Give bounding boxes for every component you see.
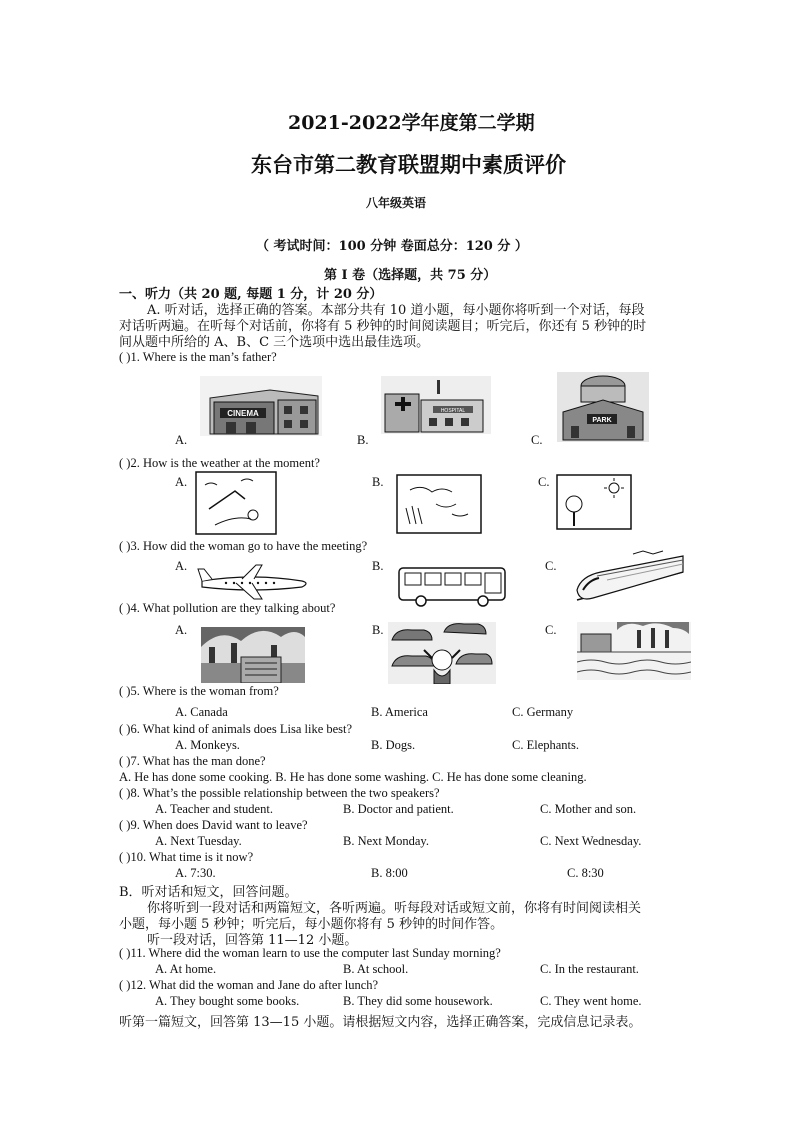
part-b-heading: B．听对话和短文，回答问题。 [119, 885, 298, 900]
q2-label-c: C. [538, 475, 550, 489]
q4-label-c: C. [545, 623, 557, 637]
subject-title: 八年级英语 [366, 196, 427, 210]
section-heading: 一、听力（共 20 题, 每题 1 分，计 20 分） [119, 287, 383, 302]
q5-option-b: B. America [371, 705, 428, 719]
q2-label-b: B. [372, 475, 384, 489]
question-10: ( )10. What time is it now? [119, 850, 254, 864]
question-12: ( )12. What did the woman and Jane do after lunch? [119, 978, 379, 992]
q7-options: A. He has done some cooking. B. He has done some washing. C. He has done some cleaning. [119, 770, 587, 784]
part-a-instructions-3: 间从题中所给的 A、B、C 三个选项中选出最佳选项。 [119, 335, 430, 350]
exam-info: （ 考试时间：100 分钟 卷面总分：120 分 ） [256, 239, 528, 254]
q6-option-a: A. Monkeys. [175, 738, 240, 752]
q12-option-a: A. They bought some books. [155, 994, 300, 1008]
q11-option-b: B. At school. [343, 962, 409, 976]
q1-label-b: B. [357, 433, 369, 447]
question-8: ( )8. What’s the possible relationship between the two speakers? [119, 786, 440, 800]
part-b-instructions-1: 你将听到一段对话和两篇短文，各听两遍。听每段对话或短文前，你将有时间阅读相关 [147, 901, 642, 916]
q10-option-b: B. 8:00 [371, 866, 408, 880]
part-a-instructions-1: A. 听对话，选择正确的答案。本部分共有 10 道小题，每小题你将听到一个对话，每段 [147, 303, 645, 318]
q4-label-a: A. [175, 623, 188, 637]
q10-option-a: A. 7:30. [175, 866, 216, 880]
q3-option-b-bus-image [397, 564, 509, 608]
q4-option-a-air-pollution-image [201, 627, 305, 683]
q5-option-a: A. Canada [175, 705, 228, 719]
q9-option-b: B. Next Monday. [343, 834, 429, 848]
hospital-sign: HOSPITAL [440, 408, 466, 414]
question-4: ( )4. What pollution are they talking about? [119, 601, 336, 615]
q11-option-c: C. In the restaurant. [540, 962, 639, 976]
q1-option-b-hospital-image [381, 376, 491, 434]
q4-option-c-water-pollution-image [577, 622, 691, 680]
q1-option-c-park-image [557, 372, 649, 442]
q9-option-c: C. Next Wednesday. [540, 834, 642, 848]
q12-option-b: B. They did some housework. [343, 994, 493, 1008]
q5-option-c: C. Germany [512, 705, 574, 719]
dialog-instruction: 听一段对话，回答第 11—12 小题。 [147, 933, 358, 948]
q2-option-b-rainy-image [396, 474, 482, 534]
q8-option-b: B. Doctor and patient. [343, 802, 454, 816]
q4-label-b: B. [372, 623, 384, 637]
question-6: ( )6. What kind of animals does Lisa like best? [119, 722, 353, 736]
passage-instruction: 听第一篇短文，回答第 13—15 小题。请根据短文内容，选择正确答案，完成信息记录表。 [119, 1015, 642, 1030]
question-7: ( )7. What has the man done? [119, 754, 266, 768]
park-sign: PARK [592, 417, 612, 424]
q3-option-c-train-image [573, 550, 687, 608]
title-year: 2021-2022学年度第二学期 [288, 112, 535, 134]
q8-option-c: C. Mother and son. [540, 802, 637, 816]
title-exam: 东台市第二教育联盟期中素质评价 [251, 152, 566, 177]
q10-option-c: C. 8:30 [567, 866, 604, 880]
q3-label-c: C. [545, 559, 557, 573]
question-11: ( )11. Where did the woman learn to use the computer last Sunday morning? [119, 946, 501, 960]
part-b-instructions-2: 小题，每小题 5 秒钟；听完后，每小题你将有 5 秒钟的时间作答。 [119, 917, 504, 932]
q2-label-a: A. [175, 475, 188, 489]
q1-label-a: A. [175, 433, 188, 447]
question-2: ( )2. How is the weather at the moment? [119, 456, 320, 470]
q3-label-a: A. [175, 559, 188, 573]
q11-option-a: A. At home. [155, 962, 217, 976]
part-a-instructions-2: 对话听两遍。在听每个对话前，你将有 5 秒钟的时间阅读题目；听完后，你还有 5 秒钟的时 [119, 319, 647, 334]
q8-option-a: A. Teacher and student. [155, 802, 273, 816]
q1-label-c: C. [531, 433, 543, 447]
q12-option-c: C. They went home. [540, 994, 642, 1008]
q3-label-b: B. [372, 559, 384, 573]
question-9: ( )9. When does David want to leave? [119, 818, 308, 832]
question-1: ( )1. Where is the man’s father? [119, 350, 277, 364]
q2-option-a-windy-image [195, 471, 277, 535]
q4-option-b-noise-pollution-image [388, 622, 496, 684]
q9-option-a: A. Next Tuesday. [155, 834, 242, 848]
q1-option-a-cinema-image [200, 376, 322, 436]
q2-option-c-sunny-image [556, 474, 632, 530]
question-5: ( )5. Where is the woman from? [119, 684, 279, 698]
q6-option-c: C. Elephants. [512, 738, 580, 752]
q3-option-a-plane-image [196, 561, 312, 601]
question-3: ( )3. How did the woman go to have the meeting? [119, 539, 368, 553]
cinema-sign: CINEMA [227, 409, 259, 418]
volume-title: 第 I 卷（选择题，共 75 分） [324, 268, 497, 283]
q6-option-b: B. Dogs. [371, 738, 416, 752]
